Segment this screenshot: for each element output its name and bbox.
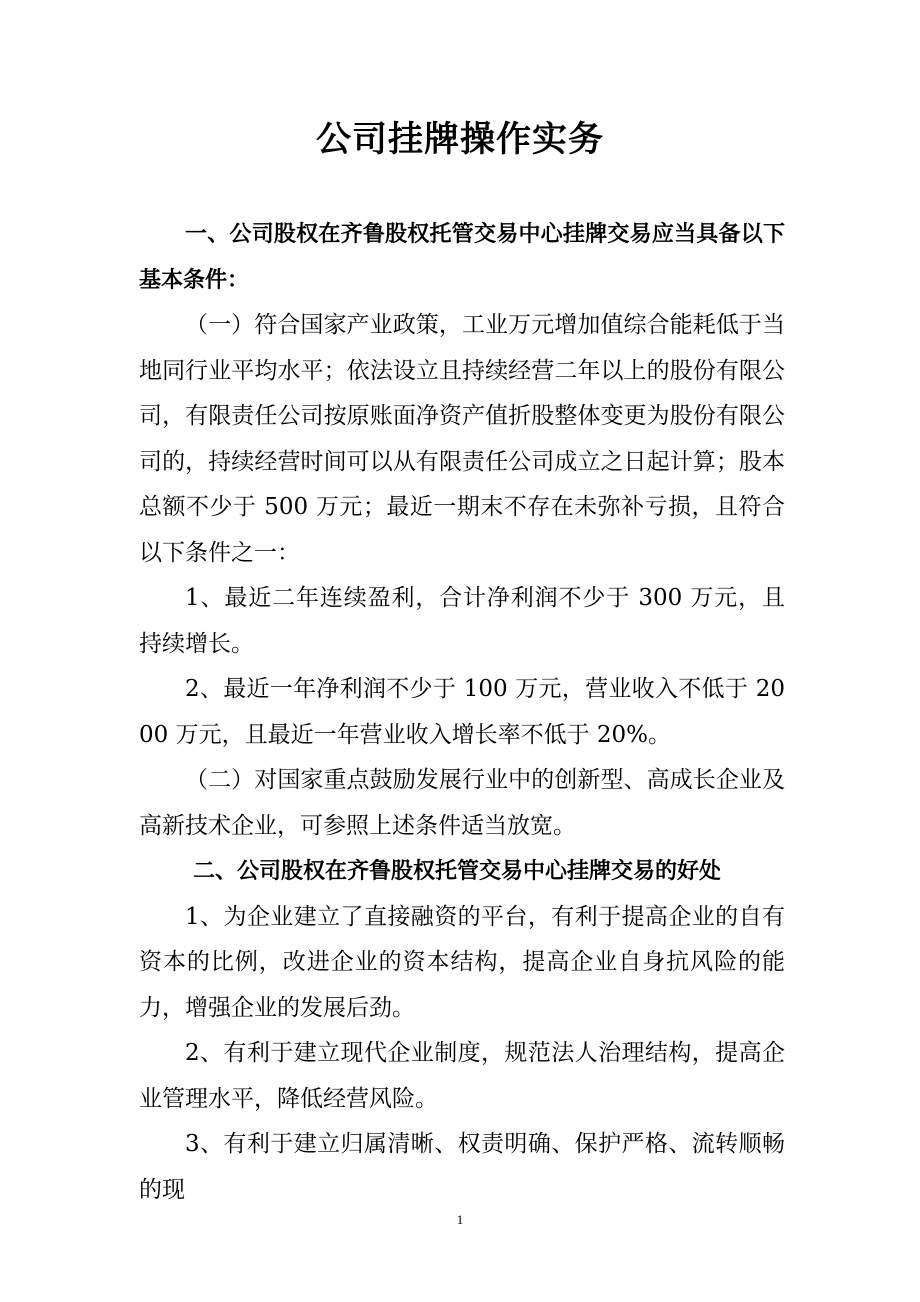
section-heading-2: 二、公司股权在齐鲁股权托管交易中心挂牌交易的好处 <box>193 859 722 884</box>
condition-item-2: 2、最近一年净利润不少于 100 万元，营业收入不低于 2000 万元，且最近一年营业收入增长率不低于 20%。 <box>139 676 785 748</box>
condition-paragraph-1: （一）符合国家产业政策，工业万元增加值综合能耗低于当地同行业平均水平；依法设立且持续经营二年以上的股份有限公司，有限责任公司按原账面净资产值折股整体变更为股份有限公司的，持续经营时间可以从有限责任公司成立之日起计算；股本总额不少于 500 万元；最近一期末不存在未弥补亏损，且符合以下条件之一： <box>139 312 785 566</box>
benefit-item-2: 2、有利于建立现代企业制度，规范法人治理结构，提高企业管理水平，降低经营风险。 <box>139 1040 785 1112</box>
condition-paragraph-2: （二）对国家重点鼓励发展行业中的创新型、高成长企业及高新技术企业，可参照上述条件适当放宽。 <box>139 767 785 839</box>
section-heading-1: 一、公司股权在齐鲁股权托管交易中心挂牌交易应当具备以下基本条件： <box>139 222 785 293</box>
page-number: 1 <box>456 1212 464 1227</box>
benefit-item-1: 1、为企业建立了直接融资的平台，有利于提高企业的自有资本的比例，改进企业的资本结构，提高企业自身抗风险的能力，增强企业的发展后劲。 <box>139 903 785 1021</box>
condition-item-1: 1、最近二年连续盈利，合计净利润不少于 300 万元，且持续增长。 <box>139 585 785 657</box>
document-body <box>139 212 785 1213</box>
benefit-item-3: 3、有利于建立归属清晰、权责明确、保护严格、流转顺畅的现 <box>139 1131 785 1203</box>
document-title: 公司挂牌操作实务 <box>315 120 604 160</box>
